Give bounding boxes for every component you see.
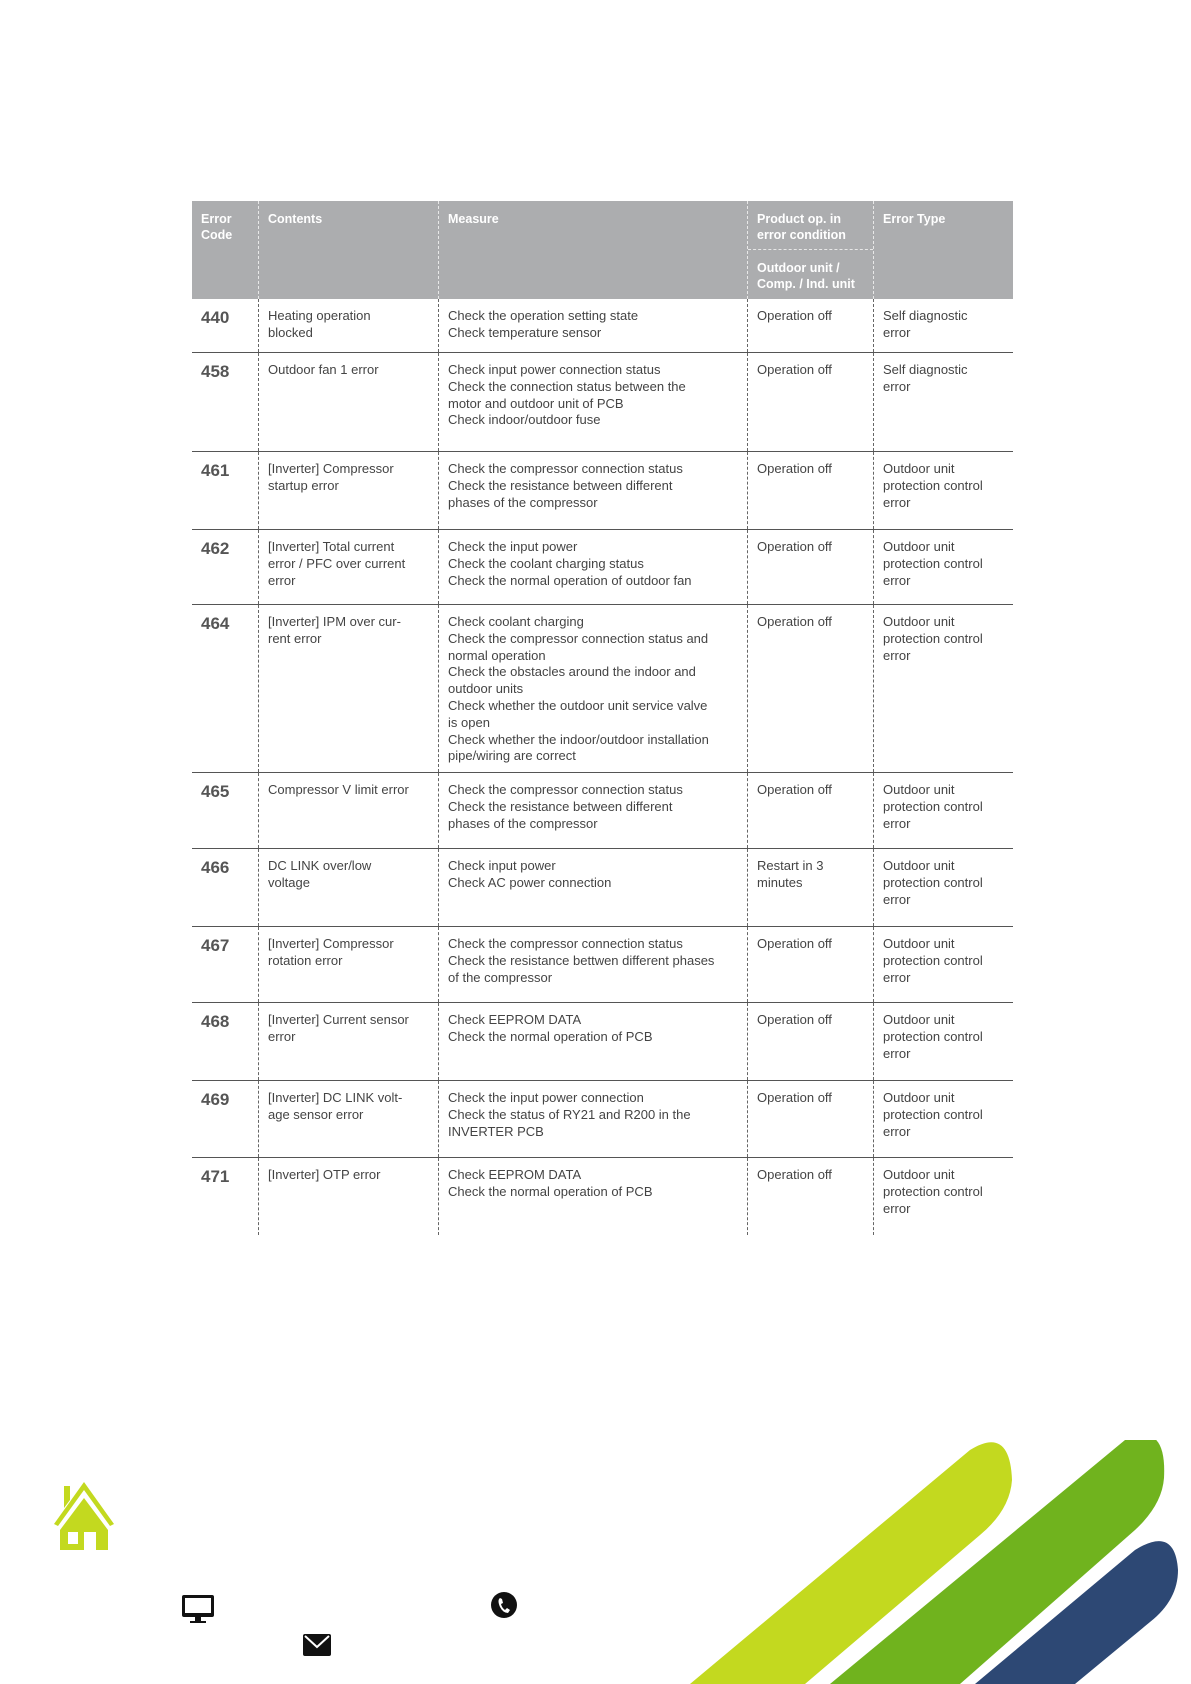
cell-error-code: 461 [201,461,230,480]
cell-error-code: 471 [201,1167,230,1186]
cell-contents: [Inverter] Compressor startup error [258,452,438,529]
cell-contents: [Inverter] Compressor rotation error [258,927,438,1002]
cell-error-type: Outdoor unit protection control error [873,773,1013,848]
table-row [192,1081,1013,1158]
cell-error-type: Outdoor unit protection control error [873,530,1013,604]
cell-product-op: Operation off [747,1003,873,1080]
header-error-code: Error Code [201,212,233,242]
cell-contents: DC LINK over/low voltage [258,849,438,926]
cell-product-op: Operation off [747,530,873,604]
cell-product-op: Operation off [747,605,873,772]
cell-product-op: Operation off [747,299,873,352]
table-row [192,1158,1013,1235]
cell-measure: Check the operation setting state Check temperature sensor [438,299,747,352]
cell-measure: Check coolant charging Check the compressor connection status and normal operation Check the obstacles around the indoor and outdoor units Check whether the outdoor unit service valve is open Check whether the indoor/outdoor installation pipe/wiring are correct [438,605,747,772]
cell-error-type: Self diagnostic error [873,299,1013,352]
cell-product-op: Operation off [747,927,873,1002]
cell-error-code: 469 [201,1090,230,1109]
cell-contents: Outdoor fan 1 error [258,353,438,451]
cell-measure: Check the compressor connection status Check the resistance between different phases of the compressor [438,773,747,848]
cell-measure: Check the compressor connection status Check the resistance between different phases of the compressor [438,452,747,529]
cell-error-type: Outdoor unit protection control error [873,1158,1013,1235]
cell-error-code: 458 [201,362,230,381]
cell-measure: Check the input power connection Check the status of RY21 and R200 in the INVERTER PCB [438,1081,747,1157]
cell-error-code: 467 [201,936,230,955]
error-code-table [192,201,1013,1235]
cell-contents: Compressor V limit error [258,773,438,848]
cell-contents: [Inverter] IPM over cur- rent error [258,605,438,772]
cell-product-op: Operation off [747,773,873,848]
cell-contents: [Inverter] OTP error [258,1158,438,1235]
table-row [192,927,1013,1003]
cell-measure: Check EEPROM DATA Check the normal operation of PCB [438,1003,747,1080]
table-row [192,605,1013,773]
header-product-op-sub: Outdoor unit / Comp. / Ind. unit [757,261,855,291]
cell-contents: [Inverter] Total current error / PFC over current error [258,530,438,604]
cell-error-type: Outdoor unit protection control error [873,605,1013,772]
cell-error-code: 466 [201,858,230,877]
monitor-icon [181,1594,215,1624]
cell-product-op: Operation off [747,452,873,529]
cell-measure: Check the compressor connection status Check the resistance bettwen different phases of the compressor [438,927,747,1002]
cell-error-type: Outdoor unit protection control error [873,452,1013,529]
cell-error-type: Outdoor unit protection control error [873,927,1013,1002]
cell-contents: [Inverter] DC LINK volt- age sensor error [258,1081,438,1157]
header-contents: Contents [258,201,438,299]
cell-error-code: 462 [201,539,230,558]
table-row [192,299,1013,353]
cell-product-op: Operation off [747,1081,873,1157]
decorative-stripes [680,1440,1191,1684]
table-body [192,299,1013,1235]
table-row [192,773,1013,849]
mail-icon [303,1634,331,1656]
cell-measure: Check input power connection status Check the connection status between the motor and outdoor unit of PCB Check indoor/outdoor fuse [438,353,747,451]
table-header [192,201,1013,299]
cell-product-op: Operation off [747,1158,873,1235]
cell-product-op: Operation off [747,353,873,451]
header-product-op-label: Product op. in error condition [748,201,873,250]
header-measure: Measure [438,201,747,299]
table-row [192,849,1013,927]
cell-error-type: Self diagnostic error [873,353,1013,451]
header-product-op [747,201,873,299]
cell-measure: Check EEPROM DATA Check the normal operation of PCB [438,1158,747,1235]
cell-error-code: 468 [201,1012,230,1031]
table-row [192,452,1013,530]
cell-contents: [Inverter] Current sensor error [258,1003,438,1080]
cell-error-type: Outdoor unit protection control error [873,849,1013,926]
header-error-type: Error Type [873,201,1013,299]
cell-product-op: Restart in 3 minutes [747,849,873,926]
table-row [192,1003,1013,1081]
phone-icon [490,1591,518,1619]
cell-error-code: 464 [201,614,230,633]
cell-measure: Check input power Check AC power connection [438,849,747,926]
table-row [192,530,1013,605]
table-row [192,353,1013,452]
cell-measure: Check the input power Check the coolant charging status Check the normal operation of outdoor fan [438,530,747,604]
cell-contents: Heating operation blocked [258,299,438,352]
cell-error-type: Outdoor unit protection control error [873,1003,1013,1080]
cell-error-type: Outdoor unit protection control error [873,1081,1013,1157]
cell-error-code: 465 [201,782,230,801]
cell-error-code: 440 [201,308,230,327]
home-icon [50,1480,118,1550]
